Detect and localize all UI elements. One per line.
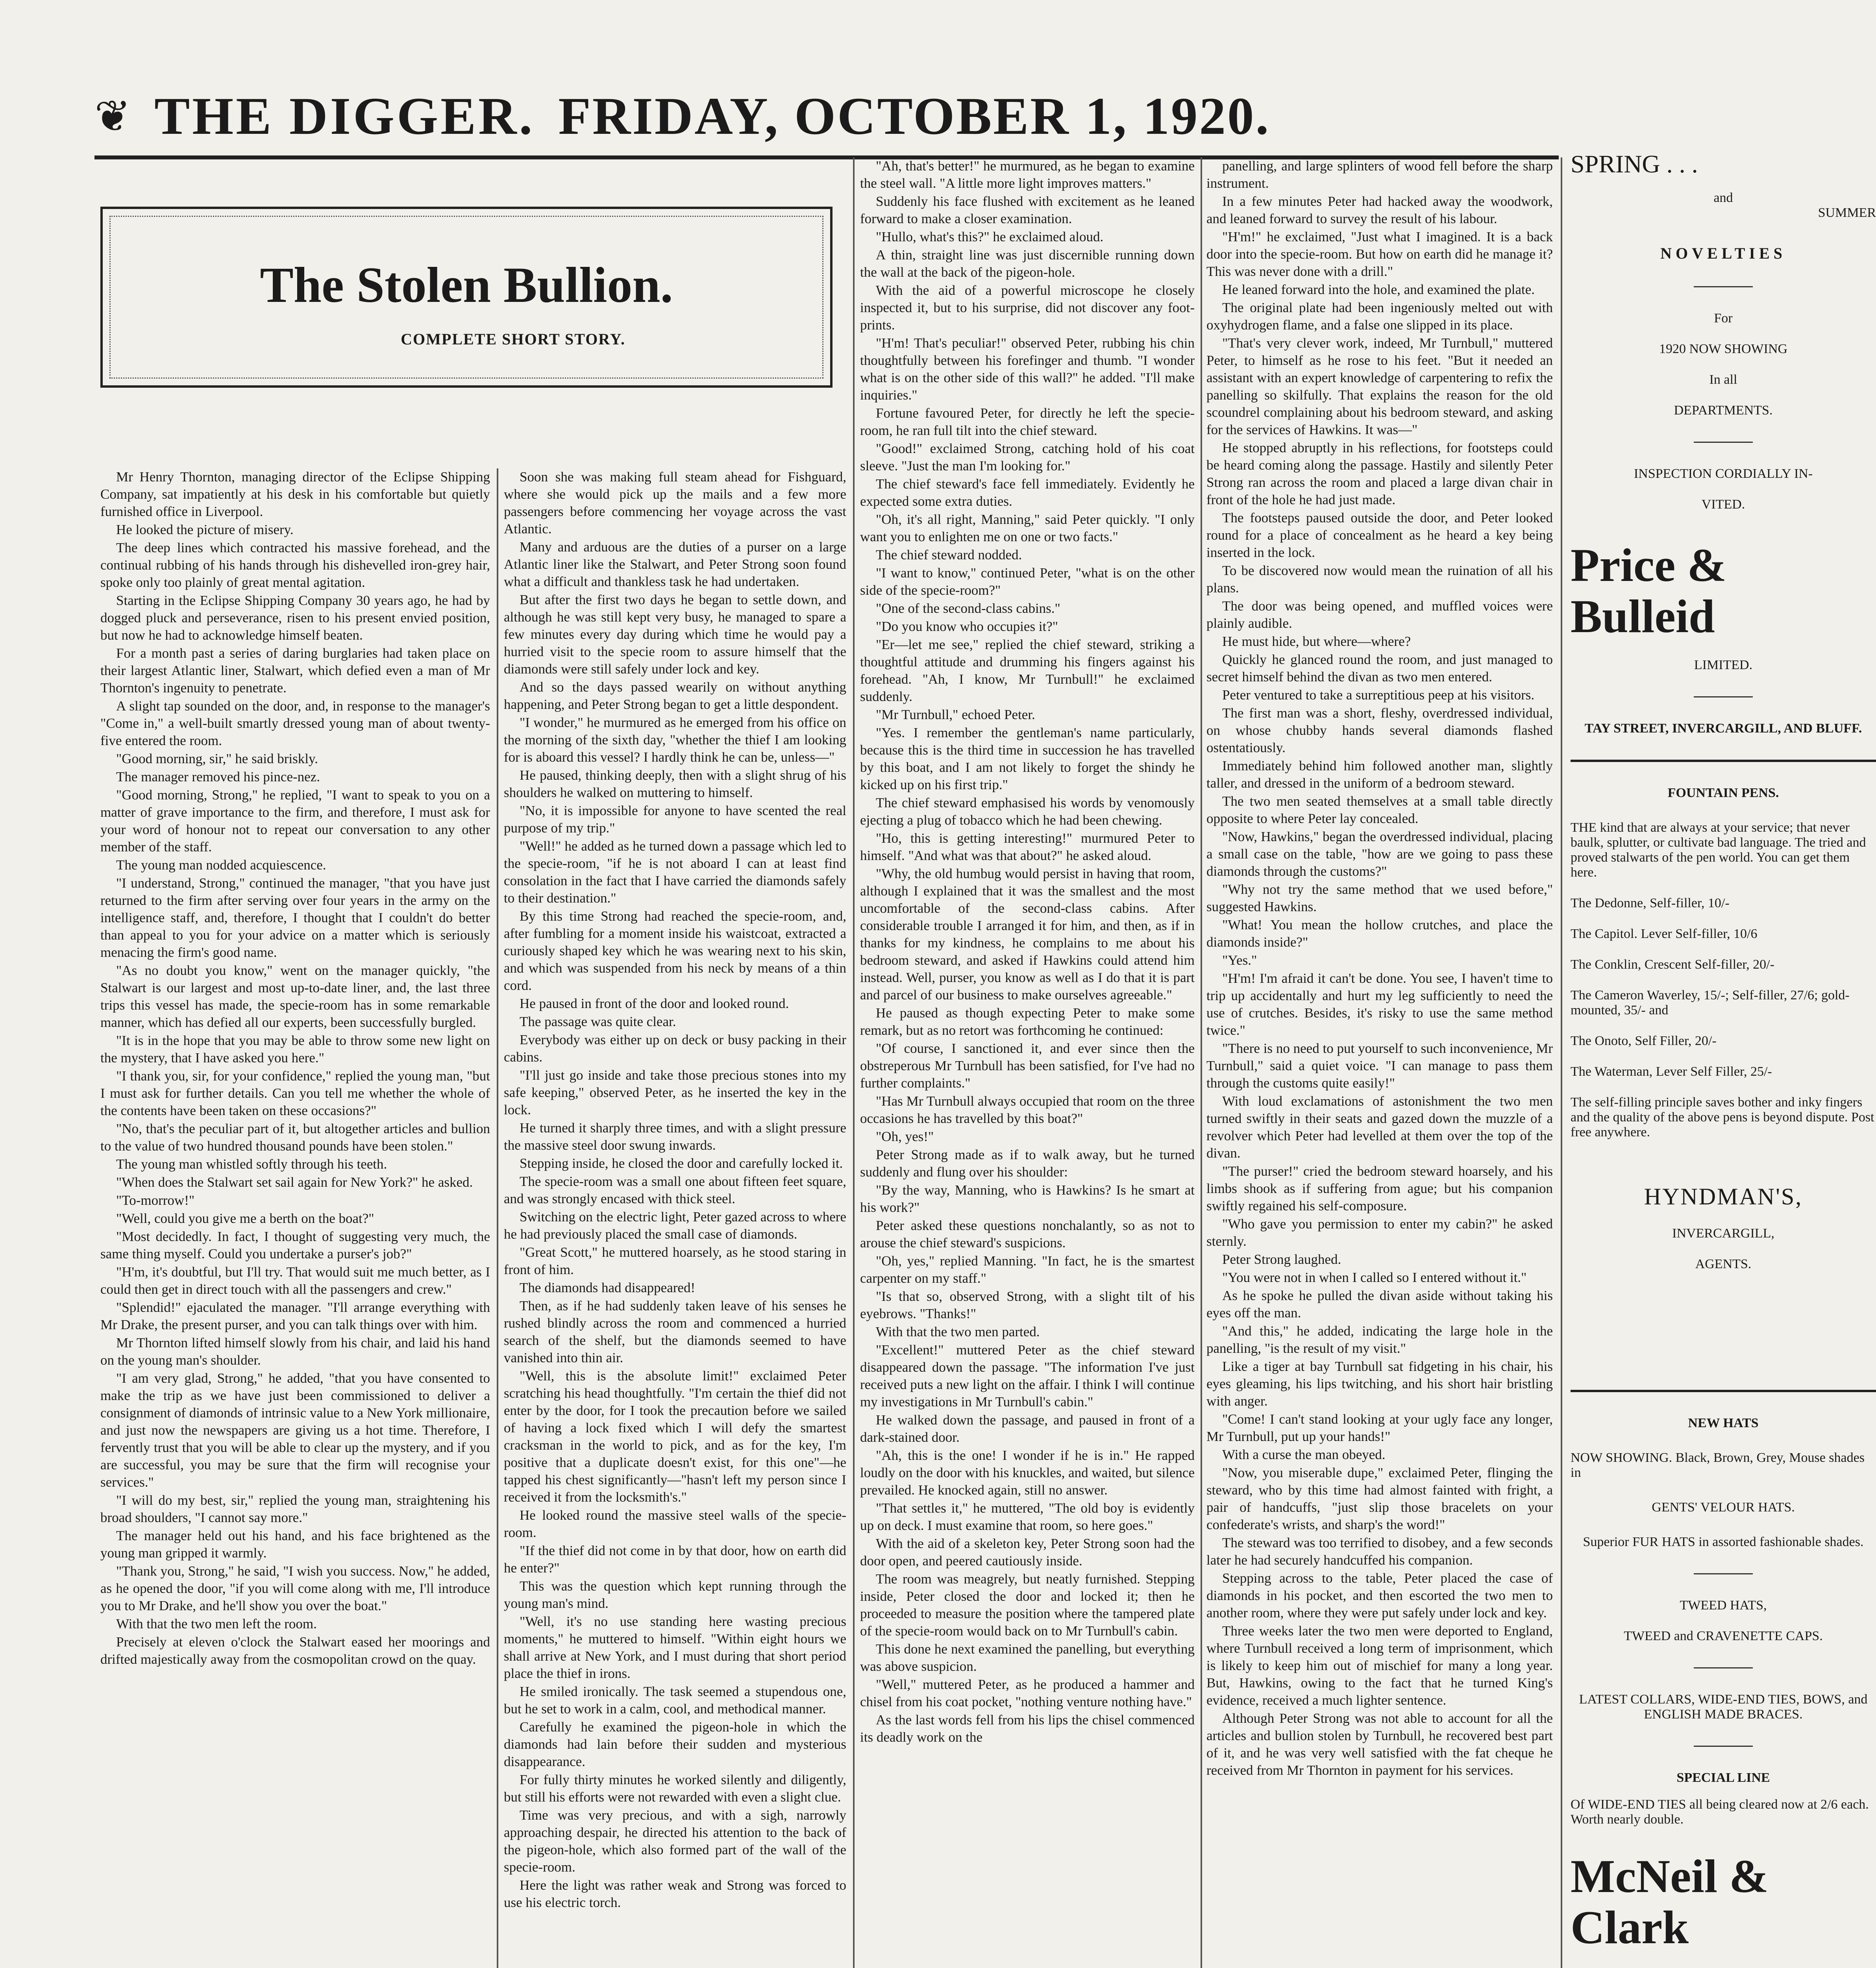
story-paragraph: Soon she was making full steam ahead for Fishguard, where she would pick up the mails and a few more passengers before commencing her voyage across the vast Atlantic. [504, 469, 846, 536]
ad-special-text: Of WIDE-END TIES all being cleared now at 2/6 each. Worth nearly double. [1571, 1797, 1869, 1827]
ad-divider [1694, 286, 1753, 287]
story-paragraph: "Well, could you give me a berth on the boat?" [116, 1211, 374, 1226]
story-paragraph: "Er—let me see," replied the chief steward, striking a thoughtful attitude and drumming his fingers against his forehead. "Ah, I know, Mr Turnbull!" he exclaimed suddenly. [860, 637, 1195, 704]
story-paragraph: "One of the second-class cabins." [876, 601, 1060, 616]
ad-collars: LATEST COLLARS, WIDE-END TIES, BOWS, and ENGLISH MADE BRACES. [1579, 1692, 1868, 1722]
story-paragraph: The two men seated themselves at a small table directly opposite to where Peter lay concealed. [1206, 793, 1553, 826]
ad-address: TAY STREET, INVERCARGILL, AND BLUFF. [1584, 721, 1862, 736]
story-paragraph: "Great Scott," he muttered hoarsely, as he stood staring in front of him. [504, 1245, 846, 1277]
story-paragraph: "Has Mr Turnbull always occupied that room on the three occasions he has travelled by this boat?" [860, 1093, 1195, 1126]
story-paragraph: A thin, straight line was just discernible running down the wall at the back of the pigeon-hole. [860, 247, 1195, 280]
story-paragraph: "Thank you, Strong," he said, "I wish you success. Now," he added, as he opened the door, "if you will come along with me, I'll introduce you to Mr Drake, and he'll show you over the boat." [100, 1563, 490, 1613]
story-paragraph: The original plate had been ingeniously melted out with oxyhydrogen flame, and a false one slipped in its place. [1206, 300, 1553, 333]
story-paragraph: To be discovered now would mean the ruination of all his plans. [1206, 563, 1553, 596]
story-paragraph: With a curse the man obeyed. [1222, 1447, 1386, 1462]
story-paragraph: But after the first two days he began to settle down, and although he was still kept very busy, he managed to spare a few minutes every day during which time he would pay a hurried visit to the specie room to assure himself that the diamonds were still safely under lock and key. [504, 592, 846, 677]
story-paragraph: "H'm! I'm afraid it can't be done. You see, I haven't time to trip up accidentally and hurt my leg sufficiently to need the use of crutches. Besides, it's risky to use the same method twice." [1206, 971, 1553, 1038]
ad-in-all: In all [1709, 372, 1737, 387]
story-paragraph: "Come! I can't stand looking at your ugly face any longer, Mr Turnbull, put up your hands!" [1206, 1411, 1553, 1444]
ad-invercargill: INVERCARGILL, [1672, 1226, 1774, 1241]
story-paragraph: For fully thirty minutes he worked silently and diligently, but still his efforts were not rewarded with even a slight clue. [504, 1772, 846, 1805]
story-paragraph: "Yes. I remember the gentleman's name particularly, because this is the third time in succession he has travelled by this boat, and I am not likely to forget the shindy he kicked up on his first trip." [860, 725, 1195, 792]
story-paragraph: Although Peter Strong was not able to account for all the articles and bullion stolen by Turnbull, he recovered best part of it, and he was very well satisfied with the fat cheque he received from Mr Thornton in payment for his services. [1206, 1711, 1553, 1778]
ad-firm-name: Price & Bulleid [1571, 539, 1727, 642]
ad-novelties: NOVELTIES [1660, 244, 1786, 262]
story-paragraph: He must hide, but where—where? [1222, 634, 1411, 649]
story-paragraph: The first man was a short, fleshy, overdressed individual, on whose chubby hands several diamonds flashed ostentatiously. [1206, 705, 1553, 755]
story-paragraph: Mr Henry Thornton, managing director of the Eclipse Shipping Company, sat impatiently at his desk in his comfortable but quietly furnished office in Liverpool. [100, 469, 490, 519]
ad-gents-hats: GENTS' VELOUR HATS. [1652, 1500, 1795, 1515]
story-paragraph: "Ah, this is the one! I wonder if he is in." He rapped loudly on the door with his knuckles, and waited, but silence prevailed. He knocked again, still no answer. [860, 1448, 1195, 1498]
story-paragraph: In a few minutes Peter had hacked away the woodwork, and leaned forward to survey the result of his labour. [1206, 194, 1553, 226]
story-paragraph: The room was meagrely, but neatly furnished. Stepping inside, Peter closed the door and locked it; then he proceeded to measure the position where the tampered plate of the specie-room would back on to Mr Turnbull's cabin. [860, 1571, 1195, 1639]
story-paragraph: Like a tiger at bay Turnbull sat fidgeting in his chair, his eyes gleaming, his lips twitching, and his short hair bristling with anger. [1206, 1359, 1553, 1409]
story-paragraph: And so the days passed wearily on without anything happening, and Peter Strong began to get a little despondent. [504, 679, 846, 712]
story-paragraph: The chief steward's face fell immediately. Evidently he expected some extra duties. [860, 476, 1195, 509]
story-paragraph: The chief steward emphasised his words by venomously ejecting a plug of tobacco which he had been chewing. [860, 795, 1195, 828]
story-paragraph: With that the two men left the room. [116, 1616, 317, 1631]
story-paragraph: He paused as though expecting Peter to make some remark, but as no retort was forthcoming he continued: [860, 1005, 1195, 1038]
ad-departments: DEPARTMENTS. [1674, 403, 1773, 418]
story-paragraph: Suddenly his face flushed with excitement as he leaned forward to make a closer examination. [860, 194, 1195, 226]
ad-hyndmans: HYNDMAN'S, [1644, 1184, 1803, 1210]
story-paragraph: "Who gave you permission to enter my cabin?" he asked sternly. [1206, 1216, 1553, 1249]
story-paragraph: "Of course, I sanctioned it, and ever since then the obstreperous Mr Turnbull has been satisfied, for I've had no further complaints." [860, 1041, 1195, 1091]
story-paragraph: "H'm, it's doubtful, but I'll try. That would suit me much better, as I could then get in direct touch with all the passengers and crew." [100, 1264, 490, 1297]
story-paragraph: "Why not try the same method that we used before," suggested Hawkins. [1206, 882, 1553, 914]
story-paragraph: "Yes." [1222, 953, 1257, 968]
story-paragraph: Fortune favoured Peter, for directly he left the specie-room, he ran full tilt into the chief steward. [860, 405, 1195, 438]
story-paragraph: "Good morning, Strong," he replied, "I want to speak to you on a matter of grave importance to the firm, and therefore, I must ask for your word of honour not to repeat our conversation to any other member of the staff. [100, 787, 490, 855]
ad-showing: 1920 NOW SHOWING [1659, 342, 1788, 356]
story-paragraph: "Is that so, observed Strong, with a slight tilt of his eyebrows. "Thanks!" [860, 1289, 1195, 1321]
story-column-4 [1206, 157, 1553, 1968]
story-paragraph: Immediately behind him followed another man, slightly taller, and dressed in the uniform of a bedroom steward. [1206, 758, 1553, 791]
story-paragraph: "Good!" exclaimed Strong, catching hold of his coat sleeve. "Just the man I'm looking for." [860, 441, 1195, 474]
story-paragraph: As he spoke he pulled the divan aside without taking his eyes off the man. [1206, 1288, 1553, 1321]
pens-note: The self-filling principle saves bother and inky fingers and the quality of the above pens is beyond dispute. Post free anywhere. [1571, 1095, 1874, 1139]
story-paragraph: "Ah, that's better!" he murmured, as he began to examine the steel wall. "A little more light improves matters." [860, 158, 1195, 191]
story-paragraph: "When does the Stalwart set sail again for New York?" he asked. [116, 1175, 473, 1190]
ad-cravenette: TWEED and CRAVENETTE CAPS. [1624, 1629, 1823, 1643]
story-paragraph: By this time Strong had reached the specie-room, and, after fumbling for a moment inside his waistcoat, extracted a curiously shaped key which he was wearing next to his skin, and which was suspended from his neck by means of a thin cord. [504, 908, 846, 993]
story-paragraph: "There is no need to put yourself to such inconvenience, Mr Turnbull," said a quiet voice. "I can manage to pass them through the customs quite easily!" [1206, 1041, 1553, 1091]
story-paragraph: "Why, the old humbug would persist in having that room, although I explained that it was the smallest and the most uncomfortable of the second-class cabins. After considerable trouble I arranged it for him, and then, as if in thanks for my kindness, he complains to me about his bedroom steward, and asked if Hawkins could attend him instead. Well, purser, you know as well as I do that it is part and parcel of our business to make ourselves agreeable." [860, 866, 1195, 1002]
story-paragraph: He paused in front of the door and looked round. [520, 996, 789, 1011]
special-line-heading: SPECIAL LINE [1676, 1770, 1770, 1785]
story-paragraph: "Do you know who occupies it?" [876, 619, 1058, 634]
story-paragraph: For a month past a series of daring burglaries had taken place on their largest Atlantic liner, Stalwart, which defied even a man of Mr Thornton's ingenuity to penetrate. [100, 646, 490, 695]
story-paragraph: The specie-room was a small one about fifteen feet square, and was strongly encased with thick steel. [504, 1174, 846, 1206]
story-subtitle: COMPLETE SHORT STORY. [401, 330, 625, 348]
story-paragraph: "By the way, Manning, who is Hawkins? Is he smart at his work?" [860, 1182, 1195, 1215]
story-paragraph: With the aid of a powerful microscope he closely inspected it, but to his surprise, did not discover any foot-prints. [860, 283, 1195, 333]
story-paragraph: "What! You mean the hollow crutches, and place the diamonds inside?" [1206, 917, 1553, 950]
ad-divider [1694, 1667, 1753, 1668]
ad-rule [1571, 1390, 1876, 1392]
story-paragraph: "Well, it's no use standing here wasting precious moments," he muttered to himself. "Within eight hours we shall arrive at New York, and I must during that short period place the thief in irons. [504, 1614, 846, 1681]
story-paragraph: "Well, this is the absolute limit!" exclaimed Peter scratching his head thoughtfully. "I'm certain the thief did not enter by the door, for I took the precaution before we sailed of having a lock fixed which I will defy the smartest cracksman in the world to pick, and as for the key, I'm positive that a duplicate doesn't exist, for this one"—he tapped his chest significantly—"hasn't left my person since I received it from the locksmith's." [504, 1368, 846, 1505]
story-paragraph: He leaned forward into the hole, and examined the plate. [1222, 282, 1535, 297]
story-paragraph: Carefully he examined the pigeon-hole in which the diamonds had lain before their sudden and mysterious disappearance. [504, 1719, 846, 1769]
ad-spring: SPRING . . . [1571, 150, 1698, 178]
story-paragraph: "The purser!" cried the bedroom steward hoarsely, and his limbs shook as if suffering from ague; but his companion swiftly regained his self-composure. [1206, 1163, 1553, 1213]
story-paragraph: He paused, thinking deeply, then with a slight shrug of his shoulders he walked on muttering to himself. [504, 768, 846, 800]
list-item: The Cameron Waverley, 15/-; Self-filler, 27/6; gold-mounted, 35/- and [1571, 988, 1850, 1017]
story-paragraph: Time was very precious, and with a sigh, narrowly approaching despair, he directed his attention to the back of the pigeon-hole, which also formed part of the wall of the specie-room. [504, 1807, 846, 1875]
story-column-2 [504, 468, 846, 1968]
column-rule [1561, 157, 1562, 1968]
story-paragraph: "Excellent!" muttered Peter as the chief steward disappeared down the passage. "The information I've just received puts a new light on the affair. I think I will continue my investigations in Mr Turnbull's cabin." [860, 1342, 1195, 1409]
story-paragraph: Quickly he glanced round the room, and just managed to secret himself behind the divan as two men entered. [1206, 652, 1553, 684]
story-paragraph: "H'm!" he exclaimed, "Just what I imagined. It is a back door into the specie-room. But how on earth did he manage it? This was never done with a drill." [1206, 229, 1553, 279]
ad-and: and [1713, 191, 1733, 205]
story-paragraph: Mr Thornton lifted himself slowly from his chair, and laid his hand on the young man's shoulder. [100, 1335, 490, 1368]
ad-for: For [1714, 311, 1733, 326]
story-paragraph: "Now, Hawkins," began the overdressed individual, placing a small case on the table, "how are we going to pass these diamonds through the customs?" [1206, 829, 1553, 879]
list-item: The Conklin, Crescent Self-filler, 20/- [1571, 957, 1774, 972]
new-hats-heading: NEW HATS [1688, 1416, 1759, 1430]
paper-name: THE DIGGER. [154, 87, 535, 146]
ad-divider [1694, 696, 1753, 697]
ad-fur-hats: Superior FUR HATS in assorted fashionable shades. [1583, 1535, 1864, 1549]
story-paragraph: The steward was too terrified to disobey, and a few seconds later he had securely handcuffed his companion. [1206, 1535, 1553, 1568]
story-paragraph: He turned it sharply three times, and with a slight pressure the massive steel door swung inwards. [504, 1120, 846, 1153]
story-paragraph: "It is in the hope that you may be able to throw some new light on the mystery, that I have asked you here." [100, 1033, 490, 1065]
story-paragraph: "I understand, Strong," continued the manager, "that you have just returned to the firm after serving over four years in the army on the intelligence staff, and, therefore, I thought that I couldn't do better than appeal to you for your advice on a matter which is seriously menacing the firm's good name. [100, 875, 490, 960]
story-paragraph: Here the light was rather weak and Strong was forced to use his electric torch. [504, 1877, 846, 1910]
story-paragraph: "Good morning, sir," he said briskly. [116, 751, 318, 766]
ad-inspection: INSPECTION CORDIALLY IN- [1634, 466, 1813, 481]
story-paragraph: Stepping across to the table, Peter placed the case of diamonds in his pocket, and then escorted the two men to another room, where they were put safely under lock and key. [1206, 1570, 1553, 1620]
story-paragraph: Peter ventured to take a surreptitious peep at his visitors. [1222, 687, 1535, 703]
story-paragraph: "No, it is impossible for anyone to have scented the real purpose of my trip." [504, 803, 846, 836]
story-paragraph: The passage was quite clear. [520, 1014, 676, 1029]
advertisement-column [1571, 142, 1876, 1968]
story-paragraph: A slight tap sounded on the door, and, in response to the manager's "Come in," a well-built smartly dressed young man of about twenty-five entered the room. [100, 698, 490, 748]
story-paragraph: "I will do my best, sir," replied the young man, straightening his broad shoulders, "I cannot say more." [100, 1493, 490, 1525]
story-paragraph: "I am very glad, Strong," he added, "that you have consented to make the trip as we have just been commissioned to deliver a consignment of diamonds of intrinsic value to a New York millionaire, and just now the newspapers are giving us a hot time. Therefore, I fervently trust that you will be able to clear up the mystery, and if you are successful, you may be sure that the firm will recognise your services." [100, 1371, 490, 1490]
story-paragraph: "You were not in when I called so I entered without it." [1222, 1270, 1527, 1285]
story-paragraph: "Most decidedly. In fact, I thought of suggesting very much, the same thing myself. Could you undertake a purser's job?" [100, 1229, 490, 1261]
fountain-pens-text: THE kind that are always at your service; that never baulk, splutter, or cultivate bad language. The tried and proved stalwarts of the pen world. You can get them here. [1571, 820, 1866, 880]
story-title: The Stolen Bullion. [260, 257, 673, 313]
list-item: The Capitol. Lever Self-filler, 10/6 [1571, 927, 1758, 941]
story-paragraph: With loud exclamations of astonishment the two men turned swiftly in their seats and gazed down the muzzle of a revolver which Peter had levelled at them over the top of the divan. [1206, 1093, 1553, 1161]
story-paragraph: The door was being opened, and muffled voices were plainly audible. [1206, 598, 1553, 631]
story-paragraph: "Oh, yes," replied Manning. "In fact, he is the smartest carpenter on my staff." [860, 1253, 1195, 1286]
clover-ornament-icon: ❦ [94, 92, 131, 141]
ad-agents: AGENTS. [1695, 1257, 1752, 1271]
story-paragraph: Then, as if he had suddenly taken leave of his senses he rushed blindly across the room and commenced a hurried search of the shelf, but the diamonds seemed to have vanished into thin air. [504, 1298, 846, 1365]
story-paragraph: "Mr Turnbull," echoed Peter. [876, 707, 1035, 722]
ad-now-showing: NOW SHOWING. Black, Brown, Grey, Mouse shades in [1571, 1450, 1865, 1480]
story-paragraph: Starting in the Eclipse Shipping Company 30 years ago, he had by dogged pluck and perseverance, risen to his present envied position, but now he had to acknowledge himself beaten. [100, 593, 490, 643]
story-paragraph: "Oh, it's all right, Manning," said Peter quickly. "I only want you to enlighten me on one or two facts." [860, 512, 1195, 544]
story-paragraph: "H'm! That's peculiar!" observed Peter, rubbing his chin thoughtfully between his forefinger and thumb. "I wonder what is on the other side of this wall?" he added. "I'll make inquiries." [860, 335, 1195, 403]
story-paragraph: The young man whistled softly through his teeth. [116, 1156, 387, 1172]
story-paragraph: The manager removed his pince-nez. [116, 769, 320, 784]
story-paragraph: As the last words fell from his lips the chisel commenced its deadly work on the [860, 1712, 1195, 1745]
issue-date: FRIDAY, OCTOBER 1, 1920. [558, 87, 1271, 146]
story-paragraph: "I thank you, sir, for your confidence," replied the young man, "but I must ask for further details. Can you tell me whether the whole of the contents have been taken on these occasions?" [100, 1068, 490, 1118]
ad-divider [1694, 1746, 1753, 1747]
story-paragraph: The manager held out his hand, and his face brightened as the young man gripped it warmly. [100, 1528, 490, 1561]
story-paragraph: This was the question which kept running through the young man's mind. [504, 1578, 846, 1611]
story-paragraph: Many and arduous are the duties of a purser on a large Atlantic liner like the Stalwart, and Peter Strong soon found what a difficult and thankless task he had undertaken. [504, 539, 846, 589]
list-item: The Onoto, Self Filler, 20/- [1571, 1034, 1717, 1048]
story-paragraph: This done he next examined the panelling, but everything was above suspicion. [860, 1641, 1195, 1674]
ad-summer: SUMMER [1818, 205, 1876, 220]
ad-divider [1694, 442, 1753, 443]
story-paragraph: Three weeks later the two men were deported to England, where Turnbull received a long term of imprisonment, which is likely to keep him out of mischief for many a long year. But, Hawkins, owing to the fact that he turned King's evidence, received a much lighter sentence. [1206, 1623, 1553, 1708]
story-paragraph: "Well!" he added as he turned down a passage which led to the specie-room, "if he is not aboard I can at least find consolation in the fact that I have carried the diamonds safely to their destination." [504, 838, 846, 906]
story-paragraph: "And this," he added, indicating the large hole in the panelling, "is the result of my visit." [1206, 1323, 1553, 1356]
story-paragraph: The footsteps paused outside the door, and Peter looked round for a place of concealment as he heard a key being inserted in the lock. [1206, 510, 1553, 560]
story-paragraph: Stepping inside, he closed the door and carefully locked it. [520, 1156, 843, 1171]
story-paragraph: "I want to know," continued Peter, "what is on the other side of the specie-room?" [860, 565, 1195, 598]
ad-tweed-hats: TWEED HATS, [1680, 1598, 1767, 1613]
story-paragraph: Switching on the electric light, Peter gazed across to where he had previously placed the small case of diamonds. [504, 1209, 846, 1242]
story-paragraph: He smiled ironically. The task seemed a stupendous one, but he set to work in a calm, cool, and methodical manner. [504, 1684, 846, 1716]
story-paragraph: "If the thief did not come in by that door, how on earth did he enter?" [504, 1543, 846, 1576]
story-paragraph: Peter Strong made as if to walk away, but he turned suddenly and flung over his shoulder: [860, 1147, 1195, 1180]
story-paragraph: panelling, and large splinters of wood fell before the sharp instrument. [1206, 158, 1553, 191]
story-paragraph: "Splendid!" ejaculated the manager. "I'll arrange everything with Mr Drake, the present purser, and you can talk things over with him. [100, 1300, 490, 1332]
story-paragraph: "That's very clever work, indeed, Mr Turnbull," muttered Peter, to himself as he rose to his feet. "But it needed an assistant with an expert knowledge of carpentering to refix the panelling so skilfully. That explains the reason for the old scoundrel complaining about his bedroom steward, and asking for the services of Hawkins. It was—" [1206, 335, 1553, 437]
story-paragraph: He looked round the massive steel walls of the specie-room. [504, 1507, 846, 1540]
story-paragraph: Peter asked these questions nonchalantly, so as not to arouse the chief steward's suspicions. [860, 1218, 1195, 1250]
story-paragraph: He stopped abruptly in his reflections, for footsteps could be heard coming along the passage. Hastily and silently Peter Strong ran across the room and placed a large divan chair in front of the hole he had just made. [1206, 440, 1553, 507]
story-paragraph: "Now, you miserable dupe," exclaimed Peter, flinging the steward, who by this time had almost fainted with fright, a pair of handcuffs, "just slip those bracelets on your confederate's wrists, and sharp's the word!" [1206, 1465, 1553, 1532]
story-paragraph: He looked the picture of misery. [116, 522, 294, 537]
story-paragraph: "Well," muttered Peter, as he produced a hammer and chisel from his coat pocket, "nothing venture nothing have." [860, 1677, 1195, 1709]
story-paragraph: "Ho, this is getting interesting!" murmured Peter to himself. "And what was that about?" he asked aloud. [860, 830, 1195, 863]
ad-divider [1694, 1573, 1753, 1574]
story-column-3 [860, 157, 1195, 1968]
story-paragraph: The young man nodded acquiescence. [116, 857, 326, 873]
story-paragraph: With that the two men parted. [876, 1324, 1040, 1339]
story-paragraph: The diamonds had disappeared! [520, 1280, 696, 1295]
story-paragraph: The chief steward nodded. [876, 547, 1022, 562]
story-column-1 [100, 468, 490, 1968]
story-paragraph: "That settles it," he muttered, "The old boy is evidently up on deck. I must examine that room, so here goes." [860, 1500, 1195, 1533]
story-paragraph: Precisely at eleven o'clock the Stalwart eased her moorings and drifted majestically away from the cosmopolitan crowd on the quay. [100, 1634, 490, 1667]
ad-rule [1571, 760, 1876, 762]
fountain-pens-heading: FOUNTAIN PENS. [1667, 786, 1779, 800]
pen-list [1571, 896, 1876, 1079]
ad-mcneil-clark: McNeil & Clark [1571, 1850, 1769, 1953]
story-paragraph: "As no doubt you know," went on the manager quickly, "the Stalwart is our largest and most up-to-date liner, and, the last three trips this vessel has made, the specie-room has in some remarkable manner, which has defied all our experts, been successfully burgled. [100, 963, 490, 1030]
story-paragraph: Peter Strong laughed. [1222, 1252, 1341, 1267]
column-rule [853, 157, 855, 1968]
masthead [94, 83, 1614, 150]
story-paragraph: The deep lines which contracted his massive forehead, and the continual rubbing of his hands through his dishevelled iron-grey hair, spoke only too plainly of great mental agitation. [100, 540, 490, 590]
story-paragraph: "No, that's the peculiar part of it, but altogether articles and bullion to the value of two hundred thousand pounds have been stolen." [100, 1121, 490, 1154]
story-paragraph: "I'll just go inside and take those precious stones into my safe keeping," observed Peter, as he inserted the key in the lock. [504, 1067, 846, 1117]
ad-limited: LIMITED. [1694, 658, 1753, 672]
ad-vited: VITED. [1701, 497, 1745, 512]
story-paragraph: He walked down the passage, and paused in front of a dark-stained door. [860, 1412, 1195, 1445]
story-paragraph: "To-morrow!" [116, 1193, 195, 1208]
story-paragraph: "Oh, yes!" [876, 1129, 934, 1144]
story-paragraph: With the aid of a skeleton key, Peter Strong soon had the door open, and peered cautiously inside. [860, 1536, 1195, 1568]
list-item: The Dedonne, Self-filler, 10/- [1571, 896, 1730, 910]
column-rule [497, 468, 498, 1968]
story-title-box [100, 207, 833, 388]
story-paragraph: "I wonder," he murmured as he emerged from his office on the morning of the sixth day, "whether the thief I am looking for is aboard this vessel? I hardly think he can be, unless—" [504, 715, 846, 765]
story-paragraph: Everybody was either up on deck or busy packing in their cabins. [504, 1032, 846, 1065]
column-rule [1201, 157, 1202, 1968]
story-paragraph: "Hullo, what's this?" he exclaimed aloud. [876, 229, 1104, 244]
list-item: The Waterman, Lever Self Filler, 25/- [1571, 1064, 1772, 1079]
